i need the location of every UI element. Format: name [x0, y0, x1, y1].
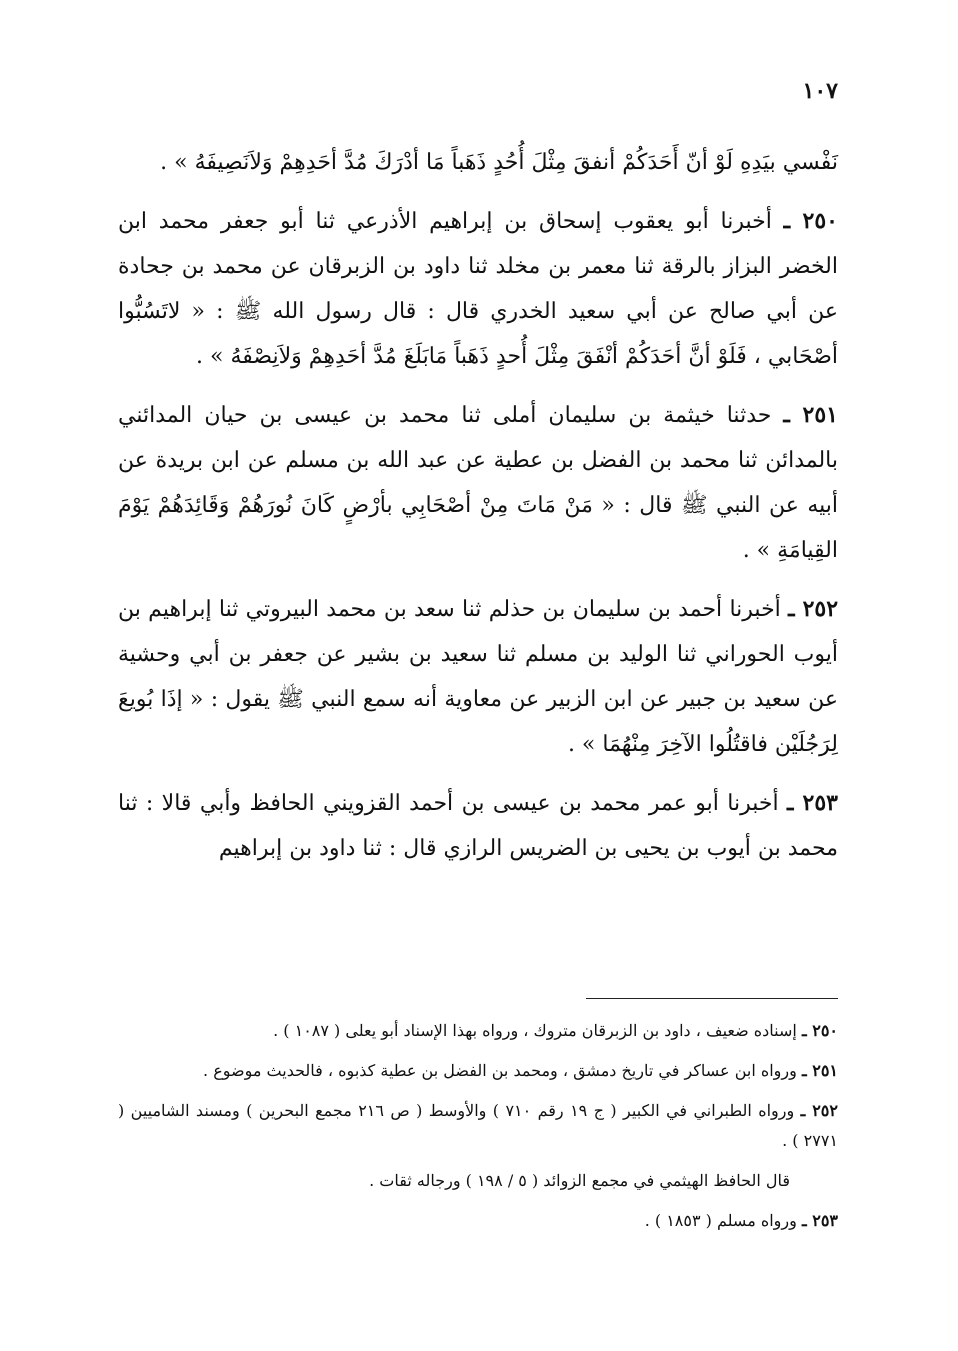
footnote-text: ورواه الطبراني في الكبير ( ج ١٩ رقم ٧١٠ ) والأوسط ( ص ٢١٦ مجمع البحرين ) ومسند الشاميين ( ٢٧٧١ ) . [118, 1101, 838, 1150]
paragraph-text: حدثنا خيثمة بن سليمان أملى ثنا محمد بن عيسى بن حيان المدائني بالمدائن ثنا محمد بن الفضل بن عطية عن عبد الله بن مسلم عن ابن بريدة عن أبيه عن النبي ﷺ قال : « مَنْ مَاتَ مِنْ أصْحَابِي بأرْضٍ كَانَ نُورَهُمْ وَقَائِدَهُمْ يَوْمَ القِيامَةِ » . [118, 403, 838, 563]
footnote-text: قال الحافظ الهيثمي في مجمع الزوائد ( ٥ / ١٩٨ ) ورجاله ثقات . [369, 1171, 790, 1190]
hadith-number: ٢٥٣ ـ [787, 790, 838, 816]
hadith-number: ٢٥١ ـ [783, 402, 838, 428]
paragraph-text: أخبرنا أبو يعقوب إسحاق بن إبراهيم الأذرعي ثنا أبو جعفر محمد ابن الخضر البزاز بالرقة ثنا معمر بن مخلد ثنا داود بن الزبرقان عن محمد بن جحادة عن أبي صالح عن أبي سعيد الخدري قال : قال رسول الله ﷺ : « لاتَسُبُّوا أصْحَابي ، فَلَوْ أنَّ أحَدَكُمْ أنْفَقَ مِثْلَ أُحدٍ ذَهَباً مَابَلَغَ مُدَّ أحَدِهِمْ وَلاَنِصْفَهُ » . [118, 209, 838, 369]
paragraph-continuation [118, 140, 838, 185]
footnote-number: ٢٥٣ ـ [801, 1211, 838, 1230]
footnote-text: ورواه ابن عساكر في تاريخ دمشق ، ومحمد بن الفضل بن عطية كذبوه ، فالحديث موضوع . [203, 1061, 797, 1080]
footnote-250 [118, 1016, 838, 1046]
footnote-number: ٢٥٢ ـ [800, 1101, 838, 1120]
footnote-number: ٢٥٠ ـ [801, 1021, 838, 1040]
main-text [118, 140, 838, 885]
footnote-text: ورواه مسلم ( ١٨٥٣ ) . [644, 1211, 797, 1230]
paragraph-text: نَفْسي بيَدِهِ لَوْ أنّ أَحَدَكُمْ أنفقَ مِثْلَ أُحُدٍ ذَهَباً مَا أدْرَكَ مُدَّ أحَدِهِمْ وَلاَنَصِيفَهُ » . [160, 150, 838, 175]
paragraph-hadith-252 [118, 587, 838, 767]
book-page [118, 78, 838, 1278]
paragraph-text: أخبرنا أحمد بن سليمان بن حذلم ثنا سعد بن محمد البيروتي ثنا إبراهيم بن أيوب الحوراني ثنا الوليد بن مسلم ثنا سعيد بن بشير عن جعفر بن أبي وحشية عن سعيد بن جبير عن ابن الزبير عن معاوية أنه سمع النبي ﷺ يقول : « إذَا بُويعَ لِرَجُلَيْن فاقتُلُوا الآخِرَ مِنْهُمَا » . [118, 597, 838, 757]
footnote-253 [118, 1206, 838, 1236]
paragraph-hadith-251 [118, 393, 838, 573]
footnote-252 [118, 1096, 838, 1156]
footnotes [118, 1016, 838, 1246]
page-number: ١٠٧ [802, 78, 838, 104]
footnote-252-comment [118, 1166, 838, 1196]
footnote-divider [586, 998, 838, 999]
footnote-251 [118, 1056, 838, 1086]
hadith-number: ٢٥٢ ـ [788, 596, 839, 622]
footnote-text: إسناده ضعيف ، داود بن الزبرقان متروك ، ورواه بهذا الإسناد أبو يعلى ( ١٠٨٧ ) . [273, 1021, 797, 1040]
footnote-number: ٢٥١ ـ [801, 1061, 838, 1080]
paragraph-text: أخبرنا أبو عمر محمد بن عيسى بن أحمد القزويني الحافظ وأبي قالا : ثنا محمد بن أيوب بن يحيى بن الضريس الرازي قال : ثنا داود بن إبراهيم [118, 791, 838, 861]
paragraph-hadith-250 [118, 199, 838, 379]
paragraph-hadith-253 [118, 781, 838, 871]
hadith-number: ٢٥٠ ـ [783, 208, 838, 234]
